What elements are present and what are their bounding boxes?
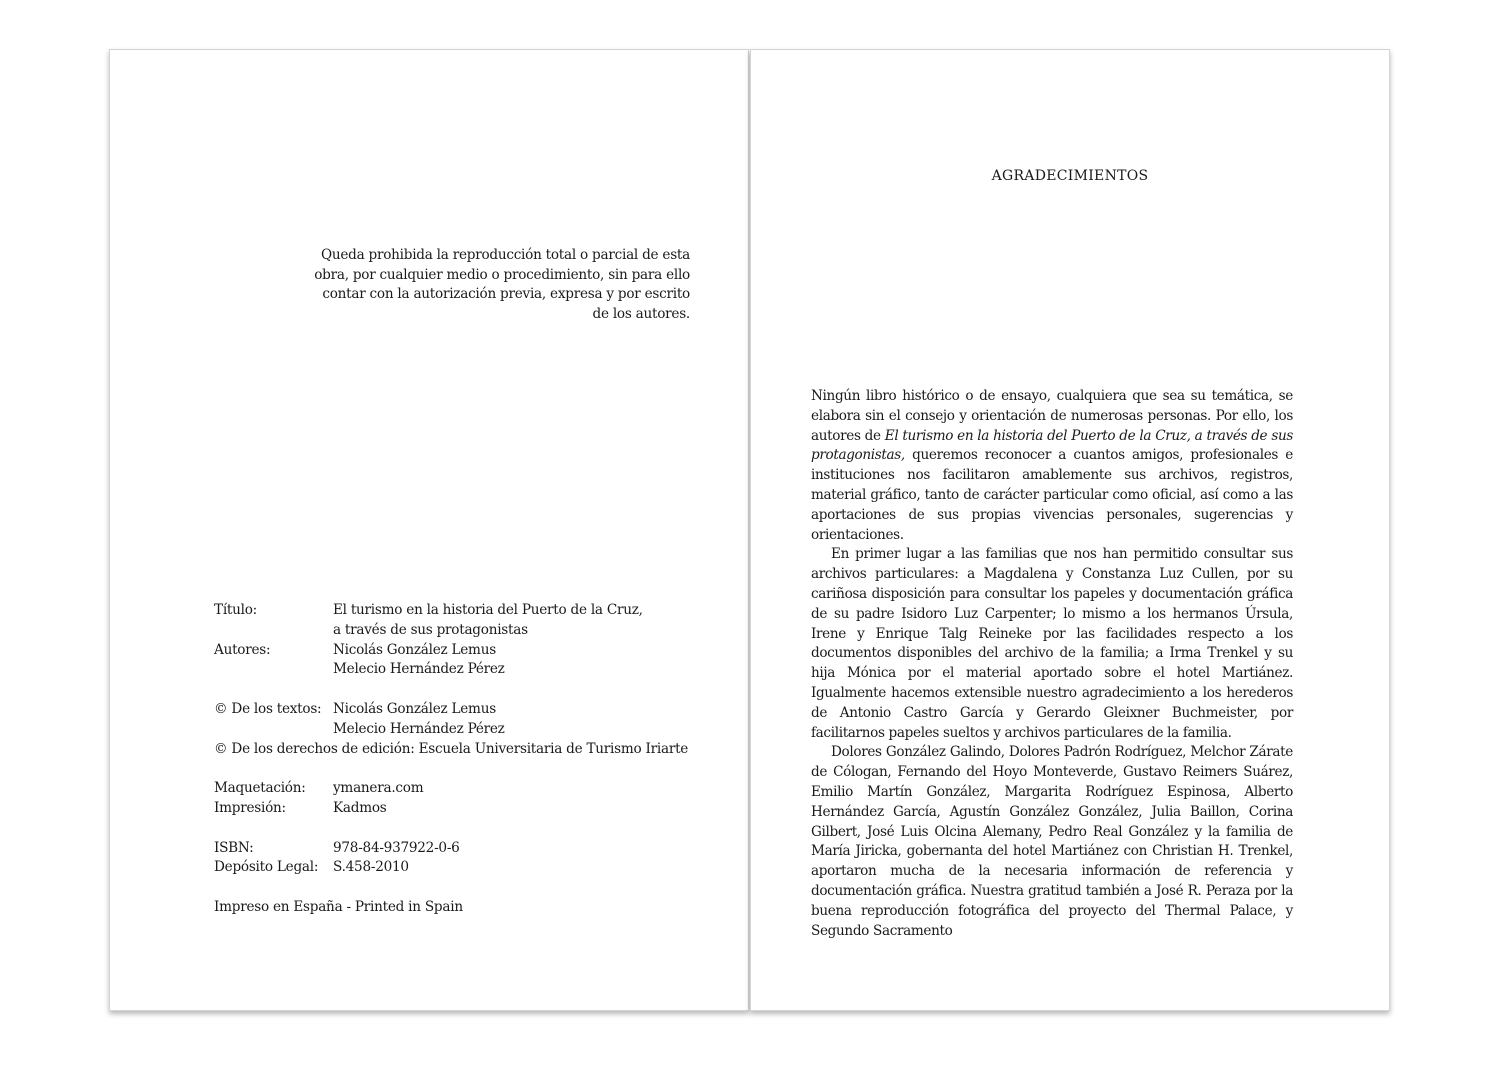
layout-value: ymanera.com <box>333 780 424 797</box>
credit-authors-row <box>214 641 714 661</box>
credit-isbn-row <box>214 839 714 859</box>
paragraph-3: Dolores González Galindo, Dolores Padrón Rodríguez, Melchor Zárate de Cólogan, Fernando del Hoyo Monteverde, Gustavo Reimers Suárez, Emilio Martín González, Margarita Rodríguez Espinosa, Alberto Hernández García, Agustín González González, Julia Baillon, Corina Gilbert, José Luis Olcina Alemany, Pedro Real González y la familia de María Jiricka, gobernanta del hotel Martiánez con Christian H. Trenkel, aportaron mucha de la necesaria información de referencia y documentación gráfica. Nuestra gratitud también a José R. Peraza por la buena reproducción fotográfica del proyecto del Thermal Palace, y Segundo Sacramento <box>811 744 1293 939</box>
credit-printing-row <box>214 799 714 819</box>
credit-title-row-2 <box>214 621 714 641</box>
right-page <box>750 49 1390 1011</box>
paragraph-2: En primer lugar a las familias que nos han permitido consultar sus archivos particulares: a Magdalena y Constanza Luz Cullen, por su cariñosa disposición para consultar los papeles y documentación gráfica de su padre Isidoro Luz Carpenter; lo mismo a los hermanos Úrsula, Irene y Enrique Talg Reineke por las facilidades respecto a los documentos disponibles del archivo de la familia; a Irma Trenkel y su hija Mónica por el material aportado sobre el hotel Martiánez. Igualmente hacemos extensible nuestro agradecimiento a los herederos de Antonio Castro García y Gerardo Gleixner Buchmeister, por facilitarnos papeles sueltos y archivos particulares de la familia. <box>811 546 1293 741</box>
paragraph-1: Ningún libro histórico o de ensayo, cualquiera que sea su temática, se elabora sin el consejo y orientación de numerosas personas. Por ello, los autores de El turismo en la historia del Puerto de la Cruz, a través de sus protagonistas, queremos reconocer a cuantos amigos, profesionales e instituciones nos facilitaron amablemente sus archivos, registros, material gráfico, tanto de carácter particular como oficial, así como a las aportaciones de sus propias vivencias personales, sugerencias y orientaciones. <box>811 388 1293 543</box>
credit-deposit-row <box>214 858 714 878</box>
layout-label: Maquetación: <box>214 780 306 797</box>
edition-rights: © De los derechos de edición: Escuela Universitaria de Turismo Iriarte <box>214 740 689 757</box>
left-page <box>109 49 749 1011</box>
deposit-value: S.458-2010 <box>333 859 409 876</box>
printing-label: Impresión: <box>214 799 286 816</box>
credit-texts-row-2 <box>214 720 714 740</box>
page-heading: AGRADECIMIENTOS <box>991 168 1149 184</box>
title-value-line2: a través de sus protagonistas <box>333 621 528 638</box>
acknowledgements-body <box>811 387 1293 941</box>
isbn-label: ISBN: <box>214 839 254 856</box>
credit-authors-row-2 <box>214 660 714 680</box>
credit-title-row <box>214 601 714 621</box>
copyright-notice: Queda prohibida la reproducción total o parcial de esta obra, por cualquier medio o procedimiento, sin para ello contar con la autorización previa, expresa y por escrito de los autores. <box>314 247 690 322</box>
printing-value: Kadmos <box>333 799 387 816</box>
printed-in: Impreso en España - Printed in Spain <box>214 898 463 915</box>
deposit-label: Depósito Legal: <box>214 859 319 876</box>
credits-block <box>214 601 714 918</box>
author-2: Melecio Hernández Pérez <box>333 661 505 678</box>
texts-owner-1: Nicolás González Lemus <box>333 700 496 717</box>
title-label: Título: <box>214 602 257 618</box>
isbn-value: 978-84-937922-0-6 <box>333 839 460 856</box>
book-title-italic: El turismo en la historia del Puerto de la Cruz, a través de sus protagonistas, <box>811 427 1293 464</box>
authors-label: Autores: <box>214 641 271 658</box>
credit-layout-row <box>214 779 714 799</box>
author-1: Nicolás González Lemus <box>333 641 496 658</box>
credit-texts-row <box>214 700 714 720</box>
texts-label: © De los textos: <box>214 700 322 717</box>
title-value-line1: El turismo en la historia del Puerto de la Cruz, <box>333 602 643 618</box>
texts-owner-2: Melecio Hernández Pérez <box>333 720 505 737</box>
